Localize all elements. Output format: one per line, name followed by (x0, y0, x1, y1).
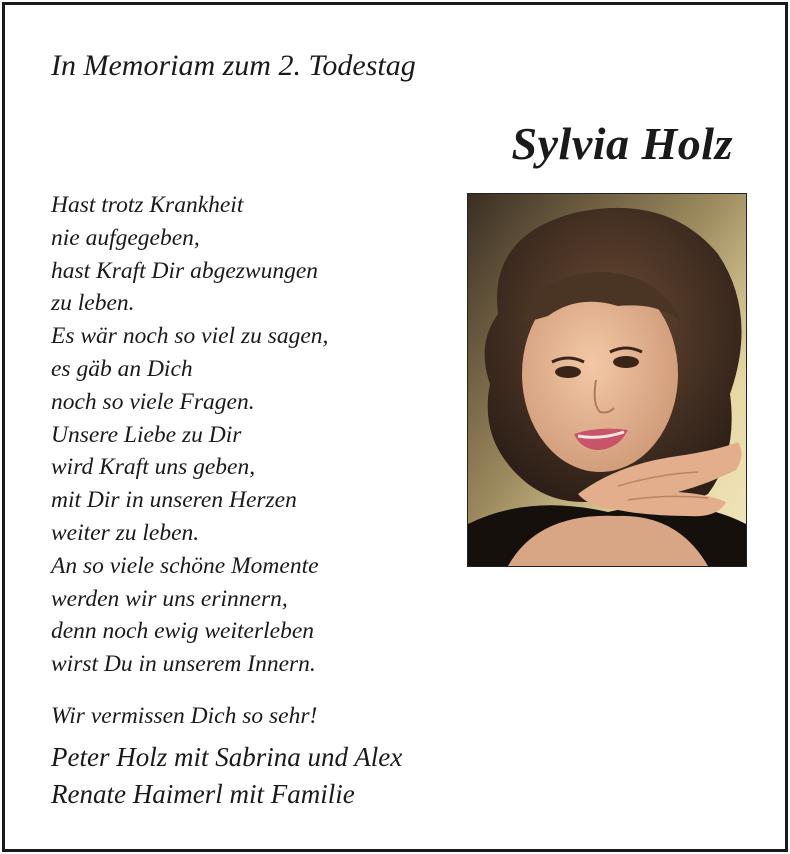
poem-line: An so viele schöne Momente (51, 552, 319, 579)
poem-line: zu leben. (51, 290, 135, 317)
portrait-photo-icon (468, 194, 746, 566)
poem (51, 189, 328, 681)
poem-line: wirst Du in unserem Innern. (51, 651, 316, 678)
signatories (51, 739, 402, 813)
notice-heading: In Memoriam zum 2. Todestag (51, 49, 416, 82)
poem-line: Hast trotz Krankheit (51, 192, 244, 218)
poem-line: noch so viele Fragen. (51, 388, 255, 415)
poem-line: denn noch ewig weiterleben (51, 618, 314, 645)
portrait-photo (467, 193, 747, 567)
poem-line: es gäb an Dich (51, 355, 193, 382)
poem-line: weiter zu leben. (51, 519, 200, 546)
deceased-name: Sylvia Holz (511, 118, 733, 169)
poem-line: mit Dir in unseren Herzen (51, 487, 297, 514)
signatory-line: Renate Haimerl mit Familie (51, 779, 355, 809)
poem-line: Es wär noch so viel zu sagen, (51, 323, 329, 350)
signatory-line: Peter Holz mit Sabrina und Alex (51, 742, 403, 772)
memorial-notice (2, 2, 788, 852)
poem-line: Unsere Liebe zu Dir (51, 421, 242, 448)
poem-line: hast Kraft Dir abgezwungen (51, 257, 319, 284)
poem-line: wird Kraft uns geben, (51, 454, 256, 481)
poem-line: werden wir uns erinnern, (51, 585, 288, 612)
closing-line: Wir vermissen Dich so sehr! (51, 703, 318, 729)
poem-line: nie aufgegeben, (51, 224, 200, 251)
